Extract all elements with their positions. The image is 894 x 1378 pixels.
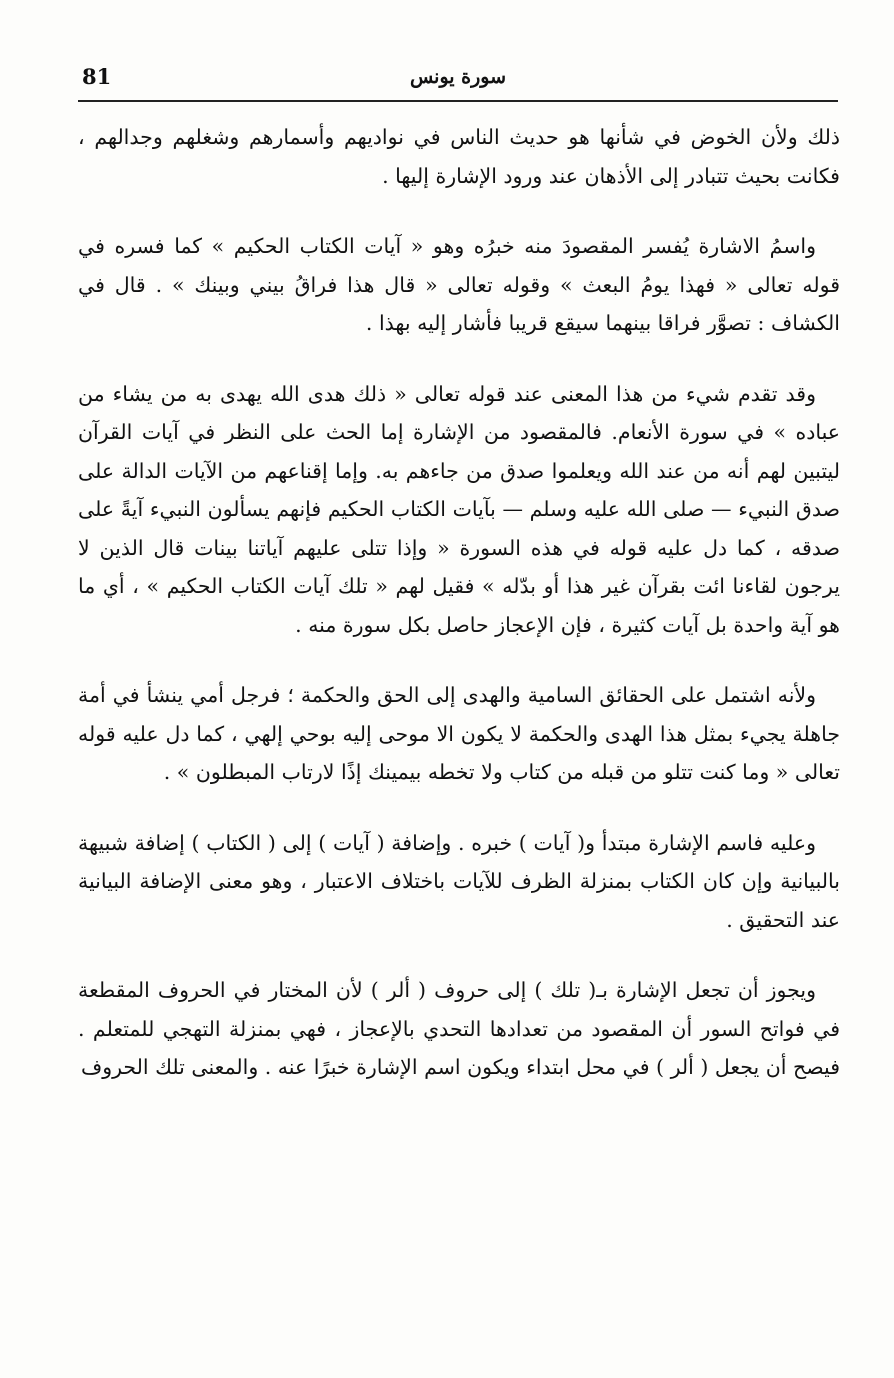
header-rule — [78, 100, 838, 102]
paragraph: واسمُ الاشارة يُفسر المقصودَ منه خبرُه وهو « آيات الكتاب الحكيم » كما فسره في قوله تعالى « فهذا يومُ البعث » وقوله تعالى « قال هذا فراقُ بيني وبينك » . قال في الكشاف : تصوَّر فراقا بينهما سيقع قريبا فأشار إليه بهذا . — [78, 234, 840, 335]
paragraph: وقد تقدم شيء من هذا المعنى عند قوله تعالى « ذلك هدى الله يهدى به من يشاء من عباده » في سورة الأنعام. فالمقصود من الإشارة إما الحث على النظر في آيات القرآن ليتبين لهم أنه من عند الله ويعلموا صدق من جاءهم به. وإما إقناعهم من الآيات الدالة على صدق النبيء — صلى الله عليه وسلم — بآيات الكتاب الحكيم فإنهم يسألون النبيء آيةً على صدقه ، كما دل عليه قوله في هذه السورة « وإذا تتلى عليهم آياتنا بينات قال الذين لا يرجون لقاءنا ائت بقرآن غير هذا أو بدّله » فقيل لهم « تلك آيات الكتاب الحكيم » ، أي ما هو آية واحدة بل آيات كثيرة ، فإن الإعجاز حاصل بكل سورة منه . — [78, 381, 840, 637]
page-number: 81 — [82, 64, 112, 89]
paragraph: ولأنه اشتمل على الحقائق السامية والهدى إلى الحق والحكمة ؛ فرجل أمي ينشأ في أمة جاهلة يجيء بمثل هذا الهدى والحكمة لا يكون الا موحى إليه بوحي إلهي ، كما دل عليه قوله تعالى « وما كنت تتلو من قبله من كتاب ولا تخطه بيمينك إذًا لارتاب المبطلون » . — [78, 683, 840, 784]
paragraph: وعليه فاسم الإشارة مبتدأ و( آيات ) خبره . وإضافة ( آيات ) إلى ( الكتاب ) إضافة شبيهة بالبيانية وإن كان الكتاب بمنزلة الظرف للآيات باختلاف الاعتبار ، وهو معنى الإضافة البيانية عند التحقيق . — [78, 830, 840, 932]
running-title: سورة يونس — [409, 66, 507, 88]
paragraph: ويجوز أن تجعل الإشارة بـ( تلك ) إلى حروف ( ألر ) لأن المختار في الحروف المقطعة في فواتح السور أن المقصود من تعدادها التحدي بالإعجاز ، فهي بمنزلة التهجي للمتعلم . فيصح أن يجعل ( ألر ) في محل ابتداء ويكون اسم الإشارة خبرًا عنه . والمعنى تلك الحروف — [78, 978, 840, 1079]
page-header — [78, 62, 838, 98]
paragraph: ذلك ولأن الخوض في شأنها هو حديث الناس في نواديهم وأسمارهم وشغلهم وجدالهم ، فكانت بحيث تتبادر إلى الأذهان عند ورود الإشارة إليها . — [78, 125, 840, 188]
body-text — [78, 118, 840, 1119]
